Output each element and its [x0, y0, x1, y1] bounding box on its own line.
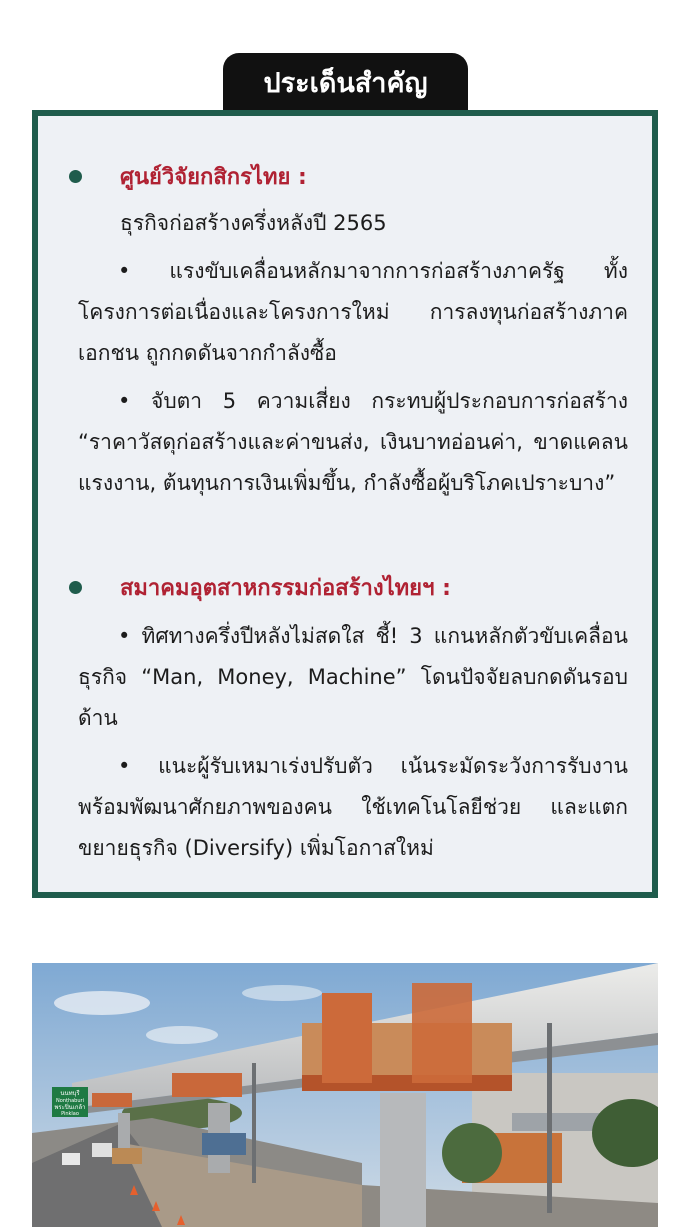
sign-text-1: นนทบุรี [60, 1090, 80, 1097]
sign-text-3: พระปิ่นเกล้า [54, 1104, 86, 1111]
section-1-heading: ศูนย์วิจัยกสิกรไทย : [120, 165, 307, 190]
sign-text-4: Pinklao [61, 1111, 79, 1117]
sign-text-2: Nonthaburi [56, 1098, 84, 1104]
section-2-point-1: • ทิศทางครึ่งปีหลังไม่สดใส ชี้! 3 แกนหลักตัวขับเคลื่อนธุรกิจ “Man, Money, Machine” โดนปัจจัยลบกดดันรอบด้าน [78, 624, 628, 730]
key-points-tab [223, 53, 468, 111]
bullet-dot-1 [69, 170, 82, 183]
section-1-subtitle: ธุรกิจก่อสร้างครึ่งหลังปี 2565 [120, 211, 387, 235]
section-1-point-2: • จับตา 5 ความเสี่ยง กระทบผู้ประกอบการก่อสร้าง “ราคาวัสดุก่อสร้างและค่าขนส่ง, เงินบาทอ่อนค่า, ขาดแคลนแรงงาน, ต้นทุนการเงินเพิ่มขึ้น, กำลังซื้อผู้บริโภคเปราะบาง” [78, 389, 628, 495]
section-1-point-1: • แรงขับเคลื่อนหลักมาจากการก่อสร้างภาครัฐ ทั้งโครงการต่อเนื่องและโครงการใหม่ การลงทุนก่อสร้างภาคเอกชน ถูกกดดันจากกำลังซื้อ [78, 259, 628, 365]
section-2-heading: สมาคมอุตสาหกรรมก่อสร้างไทยฯ : [120, 576, 451, 601]
bullet-dot-2 [69, 581, 82, 594]
tab-title: ประเด็นสำคัญ [263, 67, 428, 99]
section-2-point-2: • แนะผู้รับเหมาเร่งปรับตัว เน้นระมัดระวังการรับงาน พร้อมพัฒนาศักยภาพของคน ใช้เทคโนโลยีช่วย และแตกขยายธุรกิจ (Diversify) เพิ่มโอกาสใหม่ [78, 754, 628, 860]
elevated-railway-construction-photo [32, 963, 658, 1227]
key-points-box [32, 110, 658, 898]
